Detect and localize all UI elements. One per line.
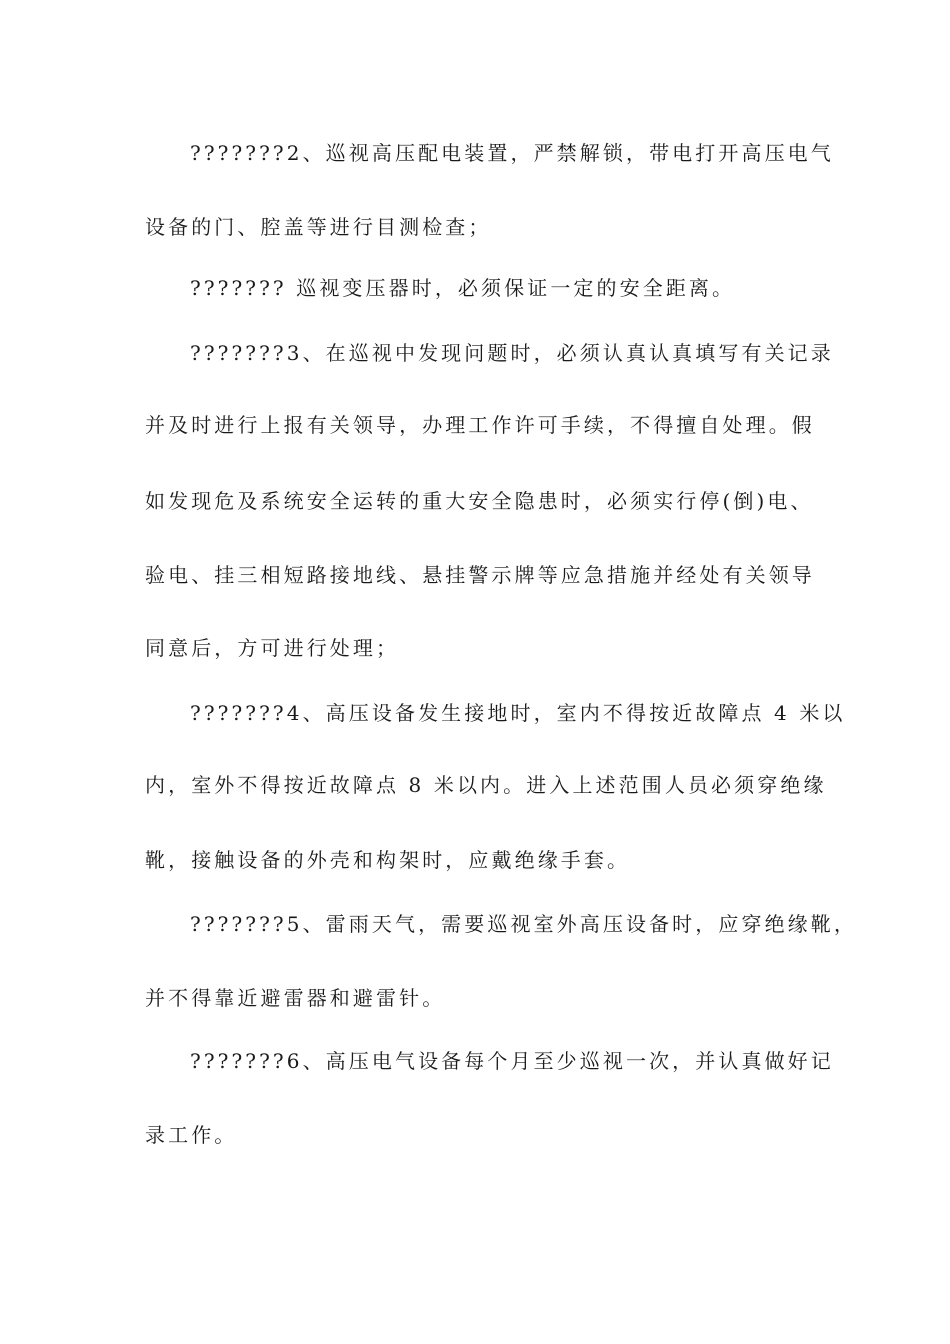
paragraph-6-line-2: 录工作。 — [145, 1123, 238, 1147]
paragraph-6-line-1: ???????6、高压电气设备每个月至少巡视一次，并认真做好记 — [190, 1049, 834, 1073]
paragraph-3-line-5: 同意后，方可进行处理； — [145, 636, 400, 660]
paragraph-5-line-2: 并不得靠近避雷器和避雷针。 — [145, 986, 446, 1010]
paragraph-3-line-3: 如发现危及系统安全运转的重大安全隐患时，必须实行停(倒)电、 — [145, 489, 814, 513]
paragraph-3-line-1: ???????3、在巡视中发现问题时，必须认真认真填写有关记录 — [190, 341, 834, 365]
paragraph-4-line-1: ???????4、高压设备发生接地时，室内不得按近故障点 4 米以 — [190, 701, 846, 725]
paragraph-2-line-1: ???????2、巡视高压配电装置，严禁解锁，带电打开高压电气 — [190, 141, 834, 165]
paragraph-2-line-2: 设备的门、腔盖等进行目测检查； — [145, 215, 492, 239]
paragraph-3-line-4: 验电、挂三相短路接地线、悬挂警示牌等应急措施并经处有关领导 — [145, 563, 815, 587]
paragraph-transformer-line: ??????? 巡视变压器时，必须保证一定的安全距离。 — [190, 276, 736, 300]
paragraph-5-line-1: ???????5、雷雨天气，需要巡视室外高压设备时，应穿绝缘靴， — [190, 912, 857, 936]
paragraph-4-line-2: 内，室外不得按近故障点 8 米以内。进入上述范围人员必须穿绝缘 — [145, 773, 827, 797]
paragraph-3-line-2: 并及时进行上报有关领导，办理工作许可手续，不得擅自处理。假 — [145, 413, 815, 437]
paragraph-4-line-3: 靴，接触设备的外壳和构架时，应戴绝缘手套。 — [145, 848, 631, 872]
